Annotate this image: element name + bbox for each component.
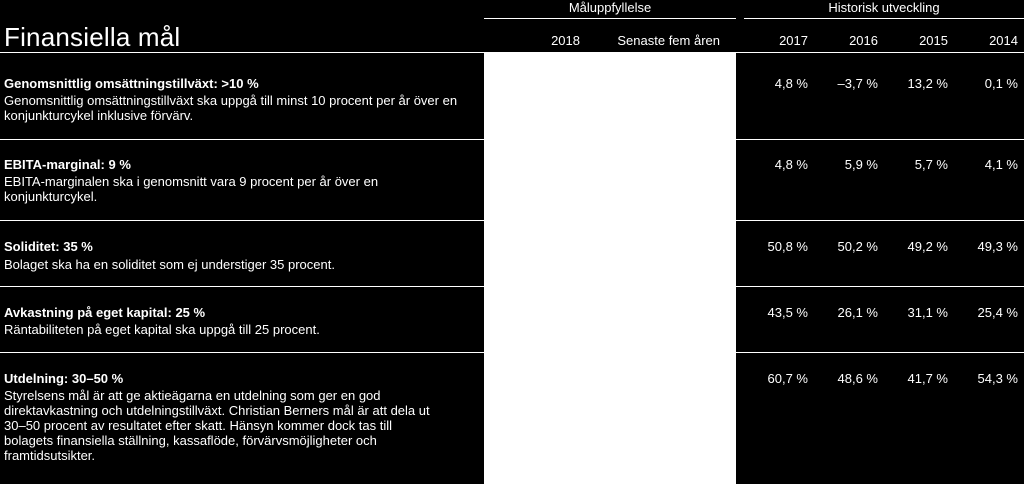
col-header-2016: 2016 (849, 33, 878, 48)
history-group-label: Historisk utveckling (828, 0, 940, 15)
goal-title-revenue-growth: Genomsnittlig omsättningstillväxt: >10 % (4, 76, 259, 91)
col-header-2017: 2017 (779, 33, 808, 48)
goal-title-return-on-equity: Avkastning på eget kapital: 25 % (4, 305, 206, 320)
goal-desc-revenue-growth: Genomsnittlig omsättningstillväxt ska uppgå till minst 10 procent per år över en konjunkturcykel inklusive förvärv. (4, 93, 458, 123)
value-cell: 50,2 % (837, 239, 878, 254)
value-cell: 31,1 % (907, 305, 948, 320)
value-cell: 26,1 % (837, 305, 878, 320)
row-divider (0, 286, 1024, 287)
value-cell: 13,2 % (907, 76, 948, 91)
page-title: Finansiella mål (4, 22, 181, 52)
goal-desc-equity-ratio: Bolaget ska ha en soliditet som ej understiger 35 procent. (4, 257, 335, 272)
col-header-2018: 2018 (551, 33, 580, 48)
col-header-2015: 2015 (919, 33, 948, 48)
value-cell: 49,3 % (977, 239, 1018, 254)
row-divider (0, 352, 1024, 353)
value-cell: 4,8 % (774, 157, 808, 172)
col-header-2014: 2014 (989, 33, 1018, 48)
row-divider (0, 139, 1024, 140)
value-cell: 60,7 % (767, 371, 808, 386)
value-cell: 0,1 % (984, 76, 1018, 91)
value-cell: 5,9 % (844, 157, 878, 172)
value-cell: –3,7 % (837, 76, 878, 91)
value-cell: 43,5 % (767, 305, 808, 320)
value-cell: 48,6 % (837, 371, 878, 386)
goal-desc-dividend: Styrelsens mål är att ge aktieägarna en utdelning som ger en god direktavkastning och utdelningstillväxt. Christian Berners mål är att dela ut 30–50 procent av resultatet efter skatt. Hänsyn kommer dock tas till bolagets finansiella ställning, kassaflöde, förvärvsmöjligheter och framtidsutsikter. (4, 388, 430, 463)
value-cell: 4,8 % (774, 76, 808, 91)
value-cell: 5,7 % (914, 157, 948, 172)
row-divider (0, 220, 1024, 221)
goal-fulfilment-column (484, 53, 736, 484)
goal-title-equity-ratio: Soliditet: 35 % (4, 239, 93, 254)
goal-title-ebita-margin: EBITA-marginal: 9 % (4, 157, 131, 172)
col-header-five-years: Senaste fem åren (617, 33, 720, 48)
goal-desc-return-on-equity: Räntabiliteten på eget kapital ska uppgå till 25 procent. (4, 322, 320, 337)
goal-title-dividend: Utdelning: 30–50 % (4, 371, 124, 386)
goal-desc-ebita-margin: EBITA-marginalen ska i genomsnitt vara 9 procent per år över en konjunkturcykel. (4, 174, 379, 204)
value-cell: 49,2 % (907, 239, 948, 254)
goal-fulfilment-divider (484, 18, 736, 19)
value-cell: 25,4 % (977, 305, 1018, 320)
value-cell: 41,7 % (907, 371, 948, 386)
value-cell: 54,3 % (977, 371, 1018, 386)
goal-fulfilment-group-label: Måluppfyllelse (568, 0, 652, 15)
value-cell: 4,1 % (984, 157, 1018, 172)
value-cell: 50,8 % (767, 239, 808, 254)
history-divider (744, 18, 1024, 19)
